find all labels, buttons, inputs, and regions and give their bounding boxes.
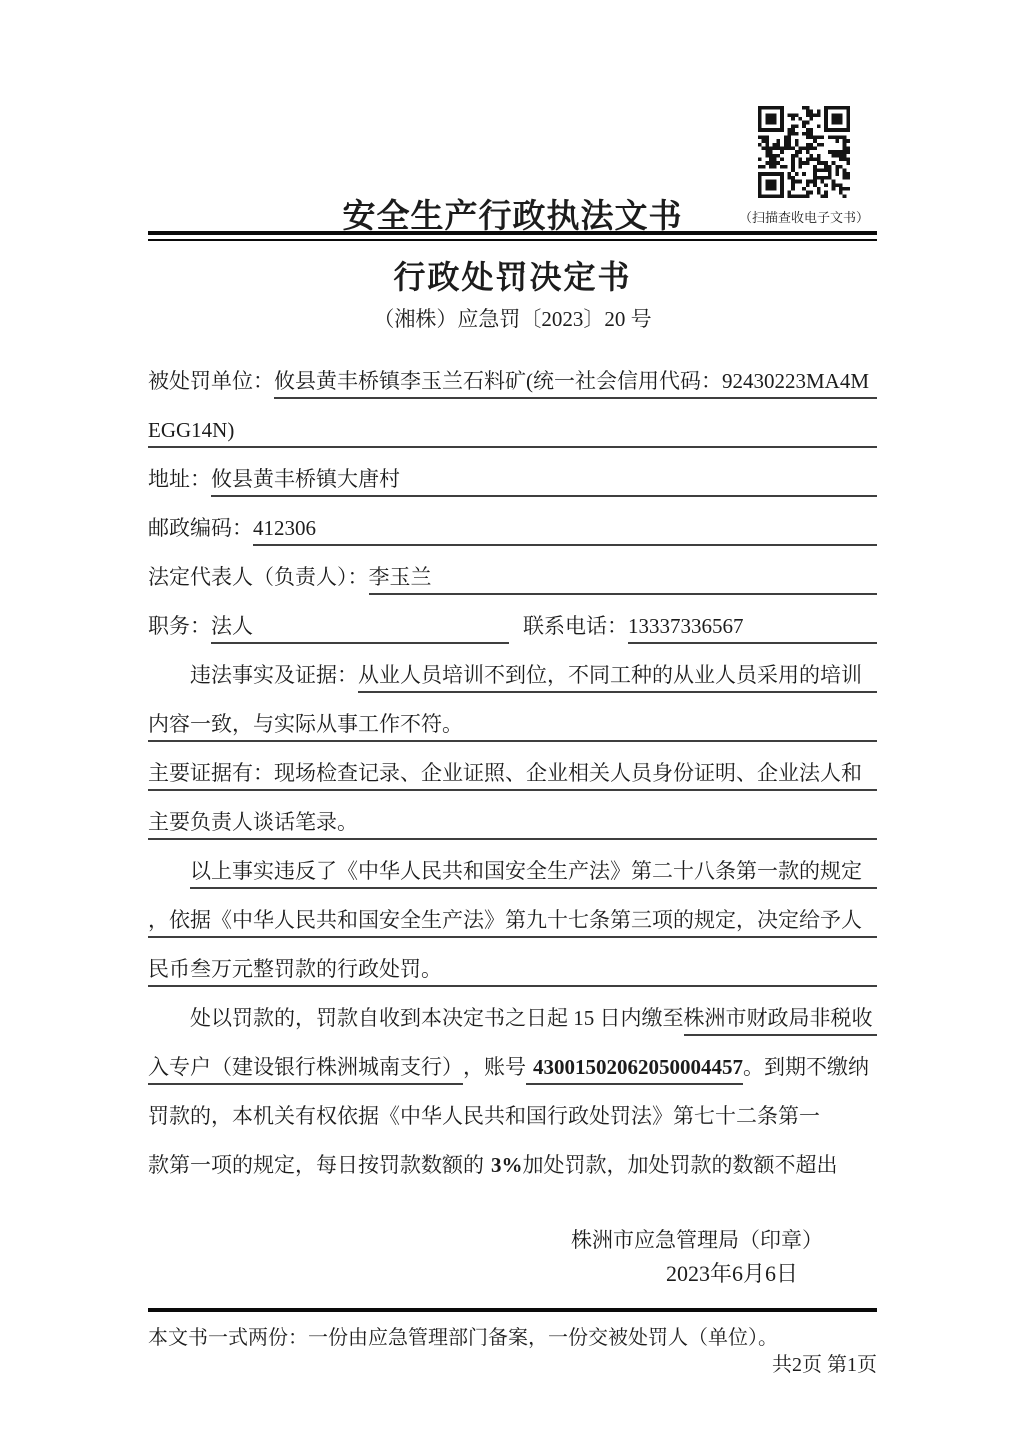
payment-account-name: 入专户（建设银行株洲城南支行） (148, 1049, 463, 1085)
decision-text: ，依据《中华人民共和国安全生产法》第九十七条第三项的规定，决定给予人 (148, 902, 862, 938)
evidence-text: 主要负责人谈话笔录。 (148, 804, 358, 840)
payment-text: 处以罚款的，罚款自收到本决定书之日起 15 日内缴至 (190, 1006, 684, 1030)
payment-account-name: 株洲市财政局非税收 (684, 1000, 878, 1036)
facts-value: 从业人员培训不到位，不同工种的从业人员采用的培训 (358, 657, 877, 693)
decision-text: 以上事实违反了《中华人民共和国安全生产法》第二十八条第一款的规定 (190, 853, 862, 889)
underline-filler (442, 951, 877, 987)
underline-filler (358, 804, 877, 840)
field-address (148, 461, 877, 510)
payment-account-number: 43001502062050004457 (526, 1049, 743, 1085)
field-value-phone: 13337336567 (628, 608, 877, 644)
pagination: 共2页 第1页 (772, 1354, 877, 1376)
evidence-text: 主要证据有：现场检查记录、企业证照、企业相关人员身份证明、企业法人和 (148, 755, 862, 791)
payment-text: ，账号 (463, 1055, 526, 1079)
payment-text: 款第一项的规定，每日按罚款数额的 (148, 1153, 484, 1177)
qr-caption: （扫描查收电子文书） (738, 210, 869, 225)
payment-line-4 (148, 1147, 877, 1196)
qr-code-icon (758, 106, 850, 198)
issuing-agency: 株洲市应急管理局（印章） (571, 1228, 823, 1252)
payment-surcharge-rate: 3% (491, 1153, 523, 1177)
field-position-and-phone (148, 608, 877, 657)
payment-line-3 (148, 1098, 877, 1147)
field-value: 412306 (253, 510, 316, 546)
decision-line-3 (148, 951, 877, 1000)
field-value: 李玉兰 (369, 559, 432, 595)
field-value-position: 法人 (211, 608, 509, 644)
decision-text: 民币叁万元整罚款的行政处罚。 (148, 951, 442, 987)
field-label: 法定代表人（负责人）： (148, 565, 369, 589)
underline-filler (862, 755, 877, 791)
facts-line-1 (148, 657, 877, 706)
field-label: 地址： (148, 467, 211, 491)
field-label: 被处罚单位： (148, 369, 274, 393)
field-legal-representative (148, 559, 877, 608)
field-value: 攸县黄丰桥镇李玉兰石料矿(统一社会信用代码：92430223MA4M (274, 363, 877, 399)
payment-text: 加处罚款，加处罚款的数额不超出 (522, 1153, 838, 1177)
field-label: 联系电话： (523, 614, 628, 638)
document-body (148, 363, 877, 1196)
field-penalized-unit-cont (148, 412, 877, 461)
field-penalized-unit (148, 363, 877, 412)
evidence-line-2 (148, 804, 877, 853)
decision-line-1 (148, 853, 877, 902)
footer-note: 本文书一式两份：一份由应急管理部门备案，一份交被处罚人（单位）。 (148, 1327, 778, 1349)
document-category-title: 安全生产行政执法文书 (342, 199, 683, 235)
decision-line-2 (148, 902, 877, 951)
field-postcode (148, 510, 877, 559)
header-double-rule (148, 231, 877, 241)
facts-line-2 (148, 706, 877, 755)
facts-label: 违法事实及证据： (190, 663, 358, 687)
field-value: EGG14N) (148, 412, 877, 448)
payment-line-2 (148, 1049, 877, 1098)
field-label: 职务： (148, 614, 211, 638)
page-title: 行政处罚决定书 (393, 259, 632, 295)
underline-filler (862, 853, 877, 889)
underline-filler (432, 559, 878, 595)
issue-date: 2023年6月6日 (665, 1261, 798, 1286)
field-value: 攸县黄丰桥镇大唐村 (211, 461, 400, 497)
underline-filler (862, 902, 877, 938)
evidence-line-1 (148, 755, 877, 804)
spacer (509, 608, 523, 644)
underline-filler (463, 706, 877, 742)
payment-text: 罚款的，本机关有权依据《中华人民共和国行政处罚法》第七十二条第一 (148, 1104, 820, 1128)
payment-text: 。到期不缴纳 (743, 1055, 869, 1079)
document-number: （湘株）应急罚〔2023〕20 号 (373, 307, 652, 331)
facts-value: 内容一致，与实际从事工作不符。 (148, 706, 463, 742)
footer-rule (148, 1308, 877, 1312)
field-label: 邮政编码： (148, 516, 253, 540)
underline-filler (400, 461, 877, 497)
payment-line-1 (148, 1000, 877, 1049)
underline-filler (316, 510, 877, 546)
